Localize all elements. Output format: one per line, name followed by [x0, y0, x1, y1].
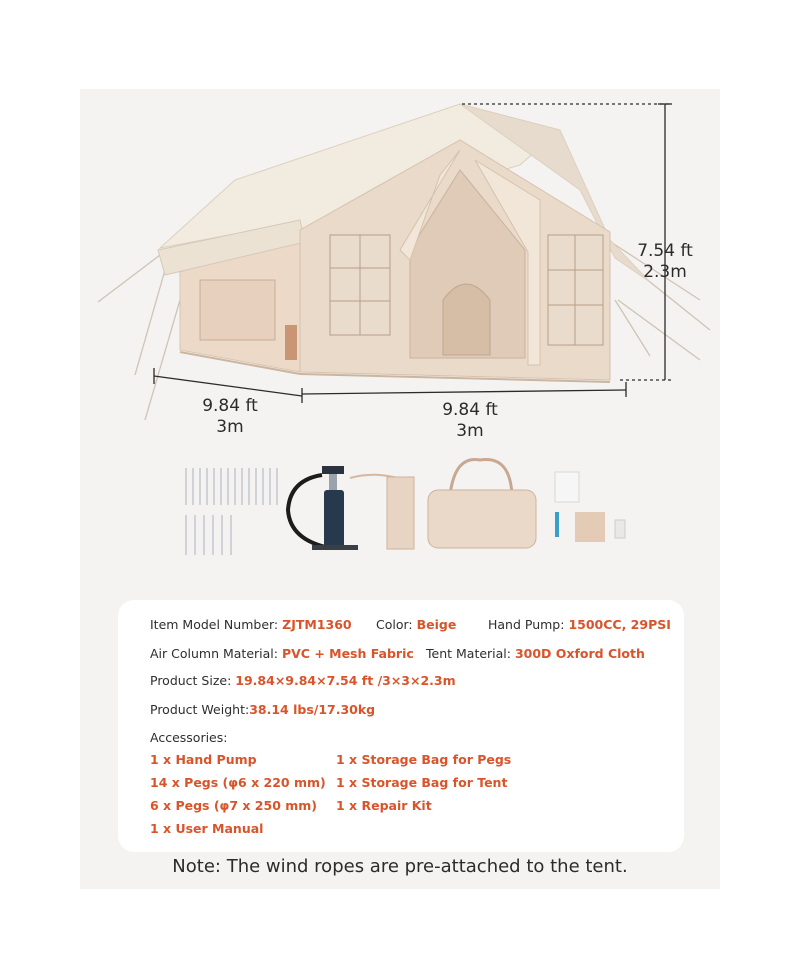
- spec-air-column: [150, 646, 414, 661]
- accessory-item: 1 x Storage Bag for Tent: [336, 775, 508, 790]
- spec-pump-value: 1500CC, 29PSI: [568, 617, 671, 632]
- spec-tent-material: [426, 646, 645, 661]
- accessories-heading: Accessories:: [150, 730, 228, 745]
- spec-pump-label: Hand Pump:: [488, 617, 569, 632]
- spec-color: [376, 617, 456, 632]
- spec-air-label: Air Column Material:: [150, 646, 282, 661]
- spec-weight: [150, 702, 375, 717]
- spec-model: [150, 617, 352, 632]
- accessories-image: [186, 459, 625, 555]
- spec-model-label: Item Model Number:: [150, 617, 283, 632]
- height-m: 2.3m: [643, 262, 687, 282]
- height-label: [610, 241, 720, 283]
- accessory-item: 1 x Repair Kit: [336, 798, 432, 813]
- depth-ft: 9.84 ft: [202, 396, 258, 416]
- accessory-item: 6 x Pegs (φ7 x 250 mm): [150, 798, 318, 813]
- spec-card: [118, 600, 684, 852]
- spec-size-label: Product Size:: [150, 673, 236, 688]
- spec-tent-label: Tent Material:: [426, 646, 515, 661]
- spec-tent-value: 300D Oxford Cloth: [514, 646, 645, 661]
- width-ft: 9.84 ft: [442, 400, 498, 420]
- spec-air-value: PVC + Mesh Fabric: [281, 646, 414, 661]
- accessory-item: 14 x Pegs (φ6 x 220 mm): [150, 775, 326, 790]
- depth-label: [175, 396, 285, 438]
- spec-weight-label: Product Weight:: [150, 702, 250, 717]
- width-m: 3m: [456, 421, 484, 441]
- spec-weight-value: 38.14 lbs/17.30kg: [249, 702, 376, 717]
- spec-color-label: Color:: [376, 617, 417, 632]
- spec-pump: [488, 617, 671, 632]
- spec-size: [150, 673, 456, 688]
- spec-model-value: ZJTM1360: [282, 617, 352, 632]
- height-ft: 7.54 ft: [637, 241, 693, 261]
- accessory-item: 1 x Storage Bag for Pegs: [336, 752, 512, 767]
- spec-color-value: Beige: [416, 617, 457, 632]
- width-label: [415, 400, 525, 442]
- tent-image: [158, 104, 650, 382]
- depth-m: 3m: [216, 417, 244, 437]
- accessory-item: 1 x Hand Pump: [150, 752, 257, 767]
- spec-size-value: 19.84×9.84×7.54 ft /3×3×2.3m: [235, 673, 456, 688]
- accessory-item: 1 x User Manual: [150, 821, 264, 836]
- wind-rope-note: Note: The wind ropes are pre-attached to the tent.: [172, 856, 628, 877]
